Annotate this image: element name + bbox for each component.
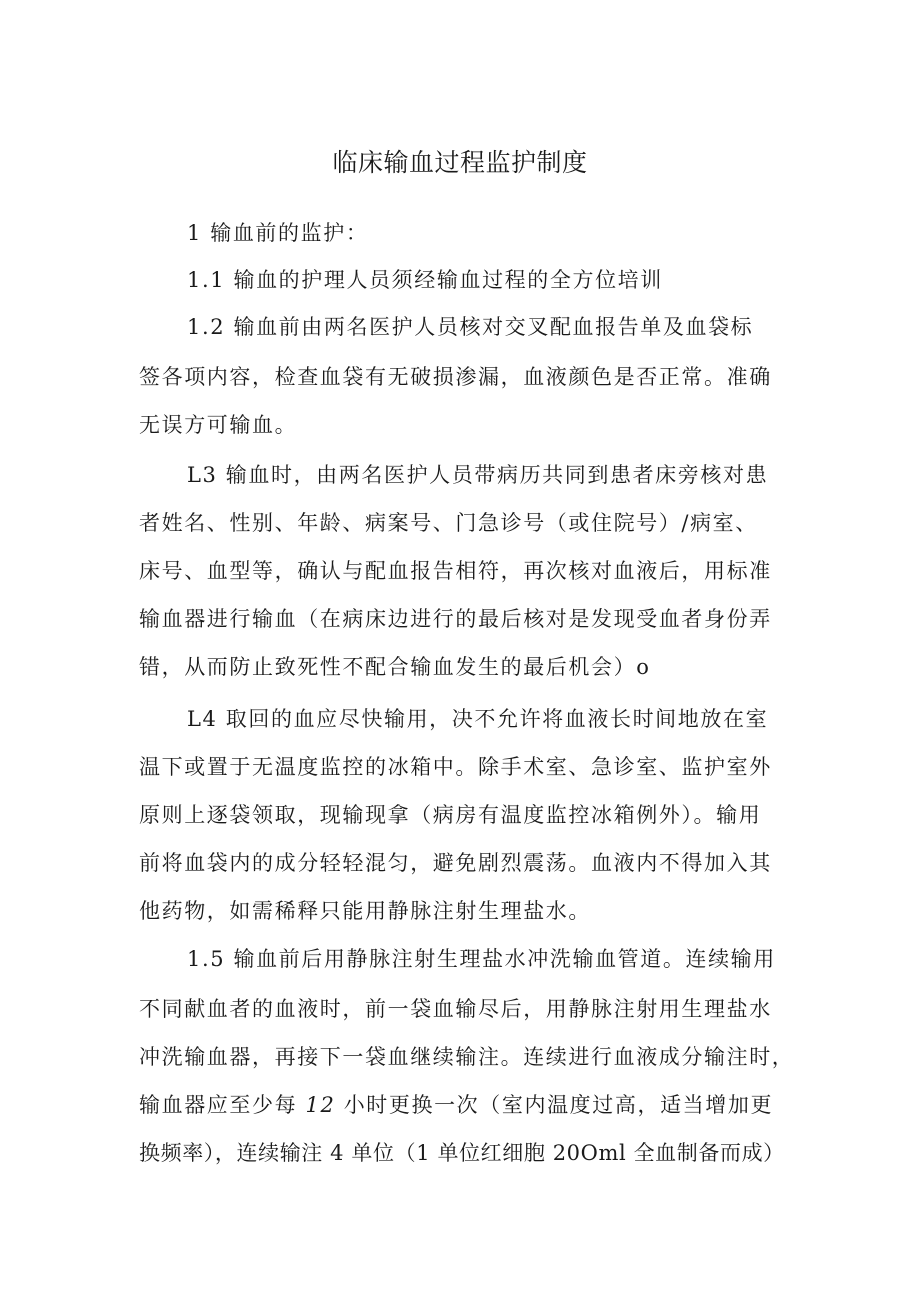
paragraph-1-3-line-5: 错，从而防止致死性不配合输血发生的最后机会）o	[139, 655, 651, 679]
paragraph-1-2-line-2: 签各项内容，检查血袋有无破损渗漏，血液颜色是否正常。准确	[139, 365, 772, 389]
paragraph-1-3-line-1: L3 输血时，由两名医护人员带病历共同到患者床旁核对患	[187, 463, 769, 487]
paragraph-1-2-line-3: 无误方可输血。	[139, 413, 298, 437]
section-1-heading: 1 输血前的监护：	[187, 221, 369, 245]
paragraph-1-2-line-1: 1.2 输血前由两名医护人员核对交叉配血报告单及血袋标	[187, 315, 754, 339]
paragraph-1-5-line-4	[139, 1090, 773, 1120]
paragraph-1-3-line-3: 床号、血型等，确认与配血报告相符，再次核对血液后，用标准	[139, 559, 772, 583]
document-title: 临床输血过程监护制度	[332, 148, 588, 177]
paragraph-1-5-line-3: 冲洗输血器，再接下一袋血继续输注。连续进行血液成分输注时，	[139, 1045, 795, 1069]
paragraph-1-5-line-5: 换频率），连续输注 4 单位（1 单位红细胞 20Oml 全血制备而成）	[139, 1141, 785, 1165]
paragraph-1-5-line-4-start: 输血器应至少每	[139, 1093, 298, 1117]
paragraph-1-4-line-5: 他药物，如需稀释只能用静脉注射生理盐水。	[139, 899, 591, 923]
paragraph-1-4-line-3: 原则上逐袋领取，现输现拿（病房有温度监控冰箱例外）。输用	[139, 803, 762, 827]
paragraph-1-4-line-2: 温下或置于无温度监控的冰箱中。除手术室、急诊室、监护室外	[139, 755, 772, 779]
paragraph-1-5-line-2: 不同献血者的血液时，前一袋血输尽后，用静脉注射用生理盐水	[139, 997, 772, 1021]
paragraph-1-5-line-4-end: 小时更换一次（室内温度过高，适当增加更	[343, 1093, 774, 1117]
paragraph-1-5-line-1: 1.5 输血前后用静脉注射生理盐水冲洗输血管道。连续输用	[187, 947, 776, 971]
paragraph-1-3-line-2: 者姓名、性别、年龄、病案号、门急诊号（或住院号）/病室、	[139, 511, 758, 535]
paragraph-1-4-line-1: L4 取回的血应尽快输用，决不允许将血液长时间地放在室	[187, 707, 769, 731]
paragraph-1-1: 1.1 输血的护理人员须经输血过程的全方位培训	[187, 268, 663, 292]
paragraph-1-4-line-4: 前将血袋内的成分轻轻混匀，避免剧烈震荡。血液内不得加入其	[139, 851, 772, 875]
paragraph-1-3-line-4: 输血器进行输血（在病床边进行的最后核对是发现受血者身份弄	[139, 607, 772, 631]
interval-hours: 12	[305, 1093, 336, 1117]
